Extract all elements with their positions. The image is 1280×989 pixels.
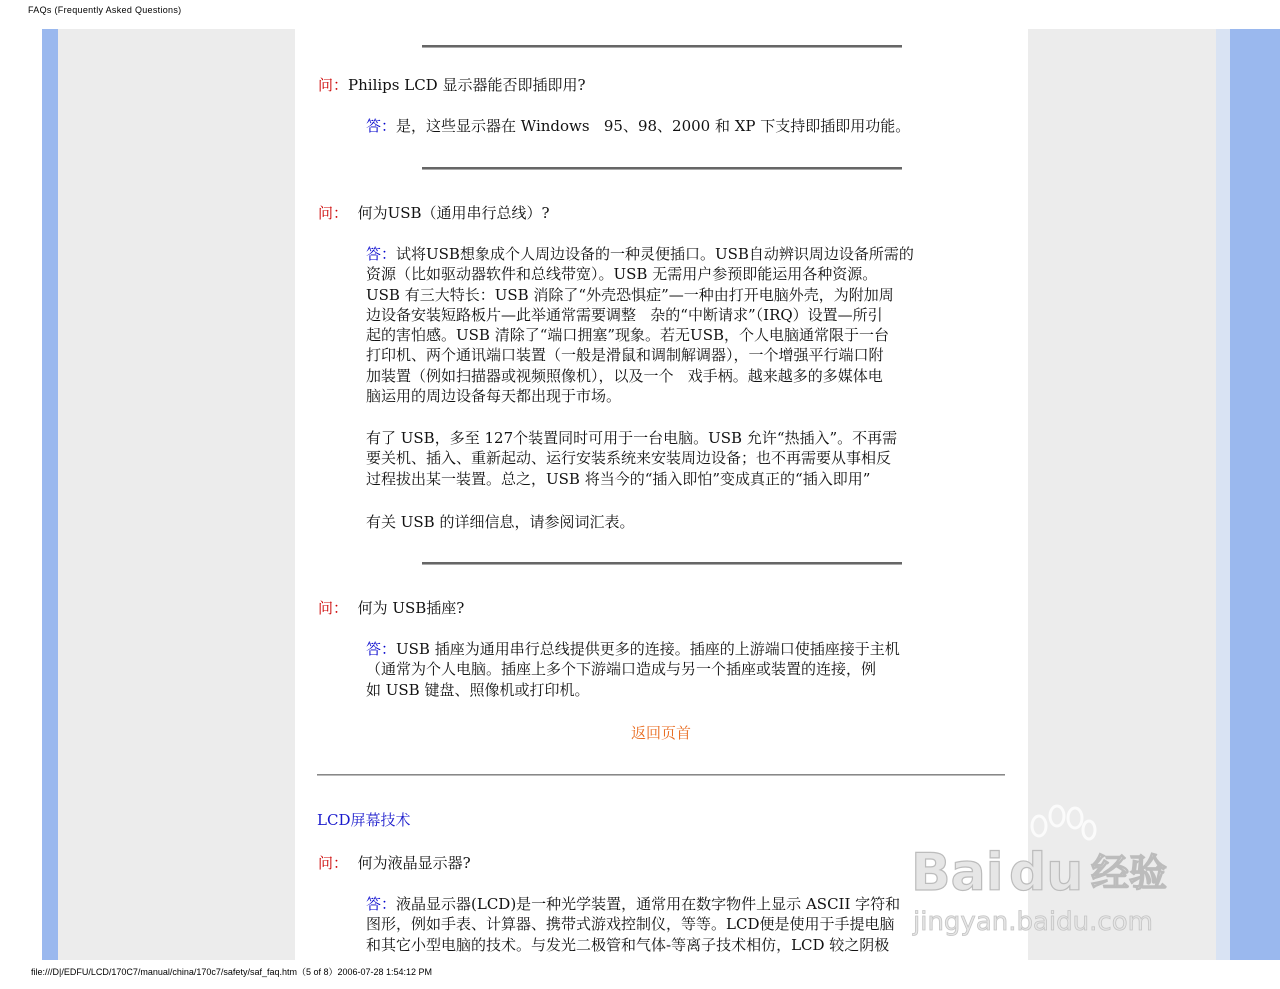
- right-blue-band: [1230, 29, 1280, 960]
- answer-line: 打印机、两个通讯端口装置（一般是滑鼠和调制解调器），一个增强平行端口附: [366, 346, 884, 365]
- section-title[interactable]: LCD屏幕技术: [317, 811, 411, 829]
- answer-marker: 答：: [366, 895, 397, 913]
- answer-line: 资源（比如驱动器软件和总线带宽）。USB 无需用户参预即能运用各种资源。: [366, 265, 878, 284]
- question-text: 何为USB（通用串行总线）?: [357, 204, 550, 222]
- answer-line: 如 USB 键盘、照像机或打印机。: [366, 680, 590, 699]
- right-gray-panel: [1028, 29, 1216, 960]
- left-gray-panel: [58, 29, 295, 960]
- question-text: Philips LCD 显示器能否即插即用?: [348, 76, 586, 94]
- svg-text:经验: 经验: [1091, 851, 1168, 895]
- section-divider: [317, 774, 1005, 776]
- answer-marker: 答：: [366, 640, 397, 658]
- answer-line: 试将USB想象成个人周边设备的一种灵便插口。USB自动辨识周边设备所需的: [396, 245, 914, 263]
- divider: [422, 562, 902, 565]
- question-text: 何为液晶显示器?: [357, 854, 471, 872]
- answer-2: [366, 244, 966, 406]
- answer-1: [366, 116, 1006, 136]
- question-marker: 问：: [318, 204, 349, 222]
- answer-line: 起的害怕感。USB 清除了“端口拥塞”现象。若无USB，个人电脑通常限于一台: [366, 326, 889, 345]
- answer-text: 是，这些显示器在 Windows 95、98、2000 和 XP 下支持即插即用功能。: [396, 117, 911, 135]
- divider: [422, 45, 902, 48]
- answer-line: 边设备安装短路板片—此举通常需要调整 杂的“中断请求”（IRQ）设置—所引: [366, 305, 883, 324]
- svg-text:Bai: Bai: [911, 843, 1004, 903]
- question-marker: 问：: [318, 854, 349, 872]
- right-light-band: [1216, 29, 1230, 960]
- answer-line: USB 有三大特长：USB 消除了“外壳恐惧症”—一种由打开电脑外壳，为附加周: [366, 285, 894, 304]
- answer-line: 图形，例如手表、计算器、携带式游戏控制仪，等等。LCD便是使用于手提电脑: [366, 915, 895, 934]
- print-header-title: FAQs (Frequently Asked Questions): [28, 5, 182, 15]
- content-area: [295, 29, 1028, 960]
- answer-marker: 答：: [366, 117, 397, 135]
- print-footer-path: file:///D|/EDFU/LCD/170C7/manual/china/170c7/safety/saf_faq.htm（5 of 8）2006-07-28 1:54:12 PM: [31, 967, 433, 977]
- question-4: [318, 852, 471, 873]
- left-blue-band: [42, 29, 58, 960]
- divider: [422, 167, 902, 170]
- svg-text:jingyan.baidu.com: jingyan.baidu.com: [913, 907, 1153, 937]
- answer-line: 有了 USB，多至 127个装置同时可用于一台电脑。USB 允许“热插入”。不再需: [366, 429, 898, 447]
- answer-4: [366, 894, 966, 955]
- answer-2-paragraph-3: 有关 USB 的详细信息，请参阅词汇表。: [366, 513, 635, 531]
- question-marker: 问：: [318, 76, 349, 94]
- question-1: [318, 74, 586, 95]
- question-3: [318, 597, 464, 618]
- answer-line: 和其它小型电脑的技术。与发光二极管和气体-等离子技术相仿，LCD 较之阴极: [366, 935, 890, 954]
- answer-line: 过程拔出某一装置。总之，USB 将当今的“插入即怕”变成真正的“插入即用”: [366, 469, 871, 488]
- question-2: [318, 202, 550, 223]
- answer-2-paragraph-2: [366, 428, 966, 489]
- answer-3: [366, 639, 966, 700]
- answer-line: 脑运用的周边设备每天都出现于市场。: [366, 387, 622, 406]
- answer-line: 要关机、插入、重新起动、运行安装系统来安装周边设备；也不再需要从事相反: [366, 449, 892, 468]
- back-to-top-link[interactable]: 返回页首: [631, 724, 692, 742]
- answer-line: 液晶显示器(LCD)是一种光学装置，通常用在数字物件上显示 ASCII 字符和: [396, 895, 901, 913]
- question-text: 何为 USB插座?: [357, 599, 465, 617]
- answer-marker: 答：: [366, 245, 397, 263]
- answer-line: USB 插座为通用串行总线提供更多的连接。插座的上游端口使插座接于主机: [396, 640, 900, 658]
- answer-line: 加装置（例如扫描器或视频照像机），以及一个 戏手柄。越来越多的多媒体电: [366, 366, 883, 385]
- answer-line: （通常为个人电脑。插座上多个下游端口造成与另一个插座或装置的连接，例: [366, 660, 877, 679]
- svg-text:du: du: [1009, 843, 1084, 903]
- question-marker: 问：: [318, 599, 349, 617]
